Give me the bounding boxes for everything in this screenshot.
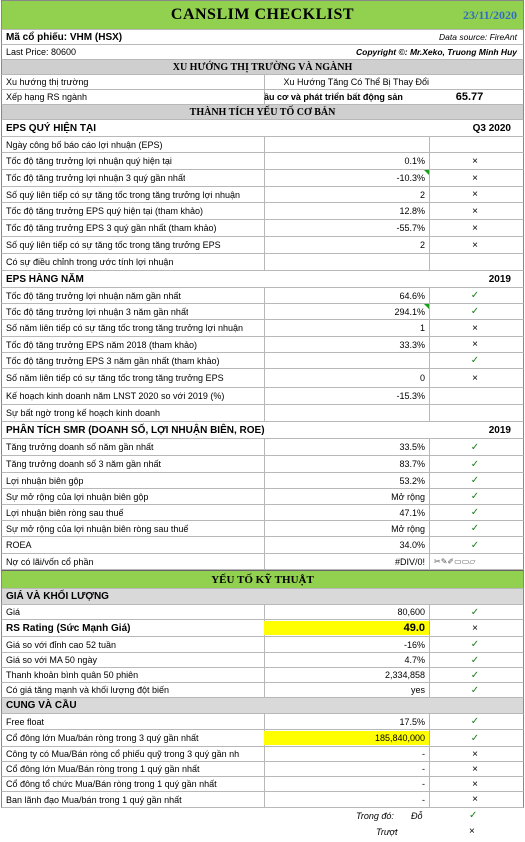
- price-volume-row: [1, 637, 524, 653]
- smr-title: PHÂN TÍCH SMR (DOANH SỐ, LỢI NHUẬN BIÊN, ROE): [6, 424, 265, 436]
- smr-table: [1, 439, 524, 570]
- supply-demand-row: [1, 730, 524, 747]
- row-label: Kế hoạch kinh doanh năm LNST 2020 so với 2019 (%): [6, 391, 225, 401]
- eps-year-row: [1, 405, 524, 422]
- pass-mark-icon: ✓: [470, 639, 480, 650]
- row-label: Có sự điều chỉnh trong ước tính lợi nhuận: [6, 257, 174, 267]
- row-value: 0.1%: [404, 156, 425, 166]
- row-value: 53.2%: [399, 475, 425, 486]
- fail-mark-icon: ×: [472, 763, 478, 775]
- row-label: Free float: [6, 716, 45, 727]
- smr-row: [1, 505, 524, 521]
- row-value: 33.5%: [399, 442, 425, 452]
- row-value: Mở rộng: [391, 491, 425, 502]
- row-value: 49.0: [403, 622, 425, 634]
- row-value: 17.5%: [399, 716, 425, 727]
- row-label: Tốc độ tăng trưởng lợi nhuận 3 quý gần nhất: [6, 173, 186, 183]
- row-label: Sự mở rộng của lợi nhuận biên gộp: [6, 491, 149, 502]
- row-label: Giá so với đỉnh cao 52 tuần: [6, 639, 116, 650]
- price-volume-title: GIÁ VÀ KHỐI LƯỢNG: [6, 591, 109, 602]
- smr-row: [1, 521, 524, 537]
- pass-mark-icon: ✓: [470, 507, 480, 518]
- eps-quarter-title: EPS QUÝ HIỆN TẠI: [6, 122, 97, 134]
- pass-mark-icon: ✓: [470, 732, 480, 744]
- pass-mark-icon: ✓: [470, 290, 480, 301]
- row-label: Tốc độ tăng trưởng EPS 3 năm gần nhất (tham khảo): [6, 355, 220, 366]
- row-label: Tăng trưởng doanh số 3 năm gần nhất: [6, 459, 162, 469]
- smr-period: 2019: [488, 424, 511, 436]
- supply-demand-row: [1, 762, 524, 777]
- eps-year-table: [1, 288, 524, 422]
- fail-mark-icon: ×: [472, 622, 478, 634]
- row-label: Cổ đông tổ chức Mua/Bán ròng trong 1 quý gần nhất: [6, 779, 217, 789]
- last-price: Last Price: 80600: [6, 47, 77, 57]
- eps-quarter-row: [1, 137, 524, 153]
- supply-demand-table: [1, 714, 524, 808]
- row-label: Số quý liên tiếp có sự tăng tốc trong tăng trưởng lợi nhuận: [6, 189, 240, 200]
- row-value: 185,840,000: [374, 733, 425, 743]
- row-value: 64.6%: [399, 290, 425, 301]
- row-value: 294.1%: [394, 306, 425, 317]
- rs-industry-label: Xếp hạng RS ngành: [6, 92, 88, 102]
- rs-industry-row: [1, 90, 524, 105]
- row-label: Nợ có lãi/vốn cổ phần: [6, 556, 94, 567]
- pass-mark-icon: ✓: [470, 458, 480, 470]
- row-value: 83.7%: [399, 459, 425, 469]
- eps-quarter-row: [1, 153, 524, 170]
- pass-mark-icon: ✓: [470, 441, 480, 453]
- row-label: Thanh khoản bình quân 50 phiên: [6, 670, 139, 680]
- row-value: -: [422, 779, 425, 789]
- supply-demand-row: [1, 747, 524, 762]
- pass-mark-icon: ✓: [470, 716, 480, 727]
- supply-demand-row: [1, 777, 524, 792]
- legend-pass-label: Đỗ: [411, 811, 423, 821]
- row-label: Sự mở rộng của lợi nhuận biên ròng sau thuế: [6, 523, 189, 534]
- row-label: Số năm liên tiếp có sự tăng tốc trong tăng trưởng EPS: [6, 373, 224, 383]
- legend-label: Trong đó:: [356, 811, 394, 821]
- smr-row: [1, 537, 524, 554]
- row-label: Sự bất ngờ trong kế hoạch kinh doanh: [6, 408, 161, 418]
- row-value: #DIV/0!: [394, 556, 425, 567]
- row-label: Ngày công bố báo cáo lợi nhuận (EPS): [6, 139, 163, 150]
- row-label: Công ty có Mua/Bán ròng cổ phiếu quỹ trong 3 quý gần nh: [6, 749, 240, 759]
- sheet-title: CANSLIM CHECKLIST: [170, 6, 355, 23]
- pass-mark-icon: ✓: [470, 523, 480, 534]
- pass-mark-icon: ✓: [470, 684, 480, 696]
- pass-mark-icon: ✓: [470, 355, 480, 366]
- pass-mark-icon: ✓: [470, 491, 480, 502]
- price-volume-row: [1, 620, 524, 637]
- row-value: 80,600: [397, 607, 425, 617]
- eps-year-row: [1, 388, 524, 405]
- supply-demand-header: [1, 698, 524, 714]
- row-value: -10.3%: [396, 173, 425, 183]
- row-label: Tăng trưởng doanh số năm gần nhất: [6, 442, 154, 452]
- row-value: 47.1%: [399, 507, 425, 518]
- smr-row: [1, 456, 524, 473]
- rs-industry-name: ầu cơ và phát triển bất động sản: [264, 92, 403, 102]
- pass-mark-icon: ✓: [470, 306, 480, 317]
- eps-quarter-row: [1, 220, 524, 237]
- row-value: 1: [419, 323, 425, 333]
- smr-row: [1, 473, 524, 489]
- row-value: 0: [419, 373, 425, 383]
- row-label: Có giá tăng mạnh và khối lượng đột biến: [6, 685, 170, 695]
- fail-mark-icon: ×: [472, 205, 478, 217]
- row-label: Ban lãnh đạo Mua/bán trong 1 quý gần nhất: [6, 794, 182, 805]
- pass-mark-icon: ✓: [470, 654, 480, 666]
- fail-mark-icon: ×: [472, 189, 478, 200]
- fail-mark-icon: ×: [472, 155, 478, 167]
- price-volume-row: [1, 605, 524, 620]
- row-value: -: [422, 764, 425, 774]
- market-trend-label: Xu hướng thị trường: [6, 77, 89, 87]
- report-date: 23/11/2020: [462, 8, 517, 22]
- row-value: yes: [410, 685, 425, 695]
- rs-industry-value: 65.77: [455, 91, 484, 103]
- row-value: 4.7%: [404, 655, 425, 665]
- pass-mark-icon: ✓: [470, 606, 480, 618]
- eps-quarter-row: [1, 203, 524, 220]
- row-value: 2: [419, 240, 425, 250]
- pass-mark-icon: ✓: [470, 475, 480, 486]
- row-label: Số quý liên tiếp có sự tăng tốc trong tăng trưởng EPS: [6, 240, 221, 250]
- eps-year-row: [1, 304, 524, 320]
- eps-quarter-header: [1, 120, 524, 137]
- legend-fail-mark: ×: [469, 826, 475, 837]
- fundamental-band: THÀNH TÍCH YẾU TỐ CƠ BẢN: [1, 105, 524, 120]
- row-value: -: [422, 794, 425, 805]
- fail-mark-icon: ×: [472, 222, 478, 234]
- row-label: Số năm liên tiếp có sự tăng tốc trong tăng trưởng lợi nhuận: [6, 323, 243, 333]
- row-value: 12.8%: [399, 206, 425, 216]
- canslim-sheet: [1, 0, 524, 842]
- eps-year-row: [1, 320, 524, 337]
- technical-band: YẾU TỐ KỸ THUẬT: [1, 570, 524, 589]
- fail-mark-icon: ×: [472, 339, 478, 350]
- legend-pass-mark: ✓: [469, 810, 478, 821]
- smr-row: [1, 439, 524, 456]
- price-volume-row: [1, 668, 524, 683]
- copyright: Copyright ©: Mr.Xeko, Truong Minh Huy: [356, 47, 517, 57]
- price-volume-row: [1, 683, 524, 698]
- eps-quarter-row: [1, 254, 524, 271]
- eps-year-title: EPS HÀNG NĂM: [6, 273, 84, 285]
- price-volume-row: [1, 653, 524, 668]
- row-label: Cổ đông lớn Mua/Bán ròng trong 1 quý gần nhất: [6, 764, 200, 774]
- market-trend-value: Xu Hướng Tăng Có Thể Bị Thay Đổi: [283, 77, 429, 87]
- smr-row: [1, 554, 524, 570]
- smr-row: [1, 489, 524, 505]
- eps-quarter-row: [1, 237, 524, 254]
- row-label: Tốc độ tăng trưởng EPS năm 2018 (tham khảo): [6, 339, 198, 350]
- title-row: [1, 0, 524, 30]
- pass-mark-icon: ✓: [470, 669, 480, 681]
- eps-year-row: [1, 353, 524, 369]
- row-label: Lợi nhuận biên ròng sau thuế: [6, 507, 124, 518]
- last-price-row: [1, 45, 524, 60]
- eps-quarter-row: [1, 170, 524, 187]
- row-value: 2,334,858: [384, 670, 425, 680]
- price-volume-table: [1, 605, 524, 698]
- eps-year-header: [1, 271, 524, 288]
- row-value: 2: [419, 189, 425, 200]
- fail-mark-icon: ×: [472, 172, 478, 184]
- row-value: -: [422, 749, 425, 759]
- stock-label: Mã cổ phiếu: VHM (HSX): [6, 31, 123, 43]
- fail-mark-icon: ×: [472, 748, 478, 760]
- eps-year-row: [1, 337, 524, 353]
- row-label: Giá so với MA 50 ngày: [6, 655, 97, 665]
- row-value: -16%: [403, 639, 425, 650]
- market-band: XU HƯỚNG THỊ TRƯỜNG VÀ NGÀNH: [1, 60, 524, 75]
- row-value: -15.3%: [396, 391, 425, 401]
- row-value: -55.7%: [396, 223, 425, 233]
- eps-year-row: [1, 369, 524, 388]
- row-label: Tốc độ tăng trưởng EPS 3 quý gần nhất (tham khảo): [6, 223, 217, 233]
- row-value: Mở rộng: [391, 523, 425, 534]
- data-source: Data source: FireAnt: [439, 32, 517, 42]
- fail-mark-icon: ×: [472, 794, 478, 805]
- fail-mark-icon: ×: [472, 239, 478, 251]
- row-label: Tốc độ tăng trưởng lợi nhuận quý hiện tại: [6, 156, 172, 166]
- supply-demand-title: CUNG VÀ CẦU: [6, 700, 77, 711]
- legend: [1, 808, 524, 842]
- row-value: 33.3%: [399, 339, 425, 350]
- fail-mark-icon: ×: [472, 778, 478, 790]
- row-label: Tốc độ tăng trưởng EPS quý hiện tại (tham khảo): [6, 206, 204, 216]
- row-value: 34.0%: [399, 540, 425, 550]
- comment-indicator-icon[interactable]: [424, 170, 429, 175]
- drawing-tools-icons[interactable]: ✂✎✐▭▭▱: [434, 557, 476, 566]
- eps-quarter-table: [1, 137, 524, 271]
- row-label: Cổ đông lớn Mua/bán ròng trong 3 quý gần nhất: [6, 733, 199, 743]
- fail-mark-icon: ×: [472, 322, 478, 334]
- market-trend-row: [1, 75, 524, 90]
- eps-quarter-row: [1, 187, 524, 203]
- row-label: RS Rating (Sức Mạnh Giá): [6, 622, 131, 634]
- eps-quarter-period: Q3 2020: [472, 122, 511, 134]
- pass-mark-icon: ✓: [470, 539, 480, 551]
- row-label: Tốc độ tăng trưởng lợi nhuận năm gần nhất: [6, 290, 181, 301]
- supply-demand-row: [1, 714, 524, 730]
- legend-fail-label: Trượt: [376, 827, 398, 837]
- row-label: Tốc độ tăng trưởng lợi nhuận 3 năm gần nhất: [6, 306, 189, 317]
- row-label: Giá: [6, 607, 21, 617]
- stock-row: [1, 30, 524, 45]
- eps-year-row: [1, 288, 524, 304]
- eps-year-period: 2019: [488, 273, 511, 285]
- smr-header: [1, 422, 524, 439]
- fail-mark-icon: ×: [472, 372, 478, 384]
- price-volume-header: [1, 589, 524, 605]
- row-label: Lợi nhuận biên gộp: [6, 475, 84, 486]
- supply-demand-row: [1, 792, 524, 808]
- comment-indicator-icon[interactable]: [424, 304, 429, 309]
- row-label: ROEA: [6, 540, 32, 550]
